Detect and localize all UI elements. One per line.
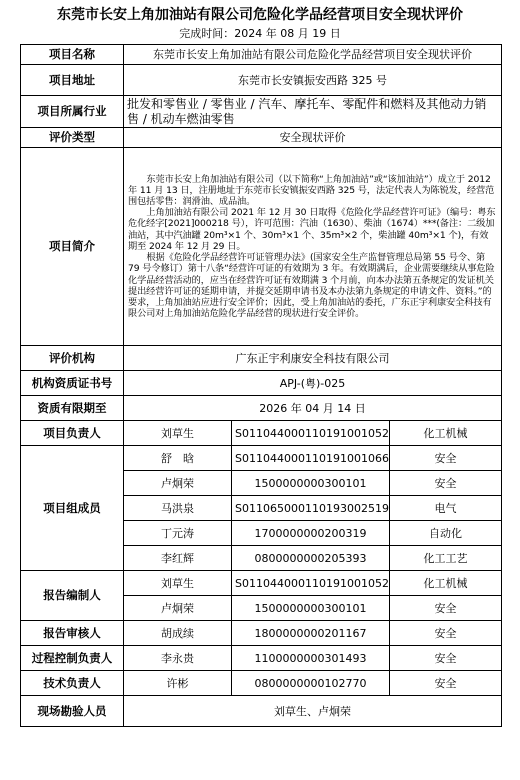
member-field: 化工工艺 <box>390 546 502 571</box>
eval-type-value: 安全现状评价 <box>124 128 502 148</box>
member-field: 安全 <box>390 471 502 496</box>
document-title: 东莞市长安上角加油站有限公司危险化学品经营项目安全现状评价 <box>57 7 463 23</box>
cert-no-label: 机构资质证书号 <box>21 371 124 396</box>
completion-date: 完成时间：2024 年 08 月 19 日 <box>179 27 341 40</box>
eval-org-label: 评价机构 <box>21 346 124 371</box>
intro-label: 项目简介 <box>21 148 124 346</box>
cert-no-value: APJ-(粤)-025 <box>124 371 502 396</box>
row-member-1 <box>21 446 502 471</box>
member-cert: S011044000110191001066 <box>232 446 390 471</box>
summary-table <box>20 44 502 727</box>
site-survey-label: 现场勘验人员 <box>21 696 124 727</box>
leader-field: 化工机械 <box>390 421 502 446</box>
members-label: 项目组成员 <box>21 446 124 571</box>
member-field: 安全 <box>390 446 502 471</box>
intro-paragraph-3: 根据《危险化学品经营许可证管理办法》(国家安全生产监督管理总局第 55 号令、第 79 号令修订）第十八条“经营许可证的有效期为 3 年。有效期满后，企业需要继续从事危险化学品经营活动的，应当在经营许可证有效期满 3 个月前，向本办法第五条规定的发证机关提出经营许可证的延期申请，并提交延期申请书及本办法第九条规定的申请文件、资料。”的要求，上角加油站应进行安全评价；因此，受上角加油站的委托，广东正宇利康安全科技有限公司对上角加油站危险化学品经营的现状进行安全评价。 <box>128 252 495 320</box>
tech-lead-cert: 0800000000102770 <box>232 671 390 696</box>
member-name: 舒 晗 <box>124 446 232 471</box>
row-tech-lead <box>21 671 502 696</box>
intro-text <box>124 148 502 346</box>
row-industry <box>21 96 502 128</box>
row-process-control <box>21 646 502 671</box>
member-name: 马洪泉 <box>124 496 232 521</box>
row-eval-org <box>21 346 502 371</box>
project-name-label: 项目名称 <box>21 45 124 65</box>
author-name: 卢炯荣 <box>124 596 232 621</box>
eval-type-label: 评价类型 <box>21 128 124 148</box>
author-field: 化工机械 <box>390 571 502 596</box>
row-reviewer <box>21 621 502 646</box>
member-field: 自动化 <box>390 521 502 546</box>
project-address-value: 东莞市长安镇振安西路 325 号 <box>124 65 502 96</box>
project-address-label: 项目地址 <box>21 65 124 96</box>
process-control-field: 安全 <box>390 646 502 671</box>
author-field: 安全 <box>390 596 502 621</box>
reviewer-field: 安全 <box>390 621 502 646</box>
report-authors-label: 报告编制人 <box>21 571 124 621</box>
project-name-value: 东莞市长安上角加油站有限公司危险化学品经营项目安全现状评价 <box>124 45 502 65</box>
tech-lead-label: 技术负责人 <box>21 671 124 696</box>
member-name: 李红辉 <box>124 546 232 571</box>
row-author-1 <box>21 571 502 596</box>
tech-lead-field: 安全 <box>390 671 502 696</box>
leader-cert: S011044000110191001052 <box>232 421 390 446</box>
industry-value: 批发和零售业 / 零售业 / 汽车、摩托车、零配件和燃料及其他动力销售 / 机动车燃油零售 <box>124 96 502 128</box>
row-project-name <box>21 45 502 65</box>
row-site-survey <box>21 696 502 727</box>
intro-paragraph-2: 上角加油站有限公司 2021 年 12 月 30 日取得《危险化学品经营许可证》（编号：粤东危化经字[2021]000218 号），许可范围：汽油（1630）、柴油（1674）***(备注：二级加油站，其中汽油罐 20m³×1 个、30m³×1 个、35m³×2 个，柴油罐 40m³×1 个)，有效期至 2024 年 12 月 29 日。 <box>128 207 496 252</box>
member-field: 电气 <box>390 496 502 521</box>
eval-org-value: 广东正宇利康安全科技有限公司 <box>124 346 502 371</box>
reviewer-label: 报告审核人 <box>21 621 124 646</box>
leader-name: 刘草生 <box>124 421 232 446</box>
process-control-label: 过程控制负责人 <box>21 646 124 671</box>
author-cert: 1500000000300101 <box>232 596 390 621</box>
member-cert: S011065000110193002519 <box>232 496 390 521</box>
row-project-address <box>21 65 502 96</box>
row-leader <box>21 421 502 446</box>
row-cert-no <box>21 371 502 396</box>
process-control-cert: 1100000000301493 <box>232 646 390 671</box>
cert-expiry-label: 资质有限期至 <box>21 396 124 421</box>
leader-label: 项目负责人 <box>21 421 124 446</box>
row-intro <box>21 148 502 346</box>
tech-lead-name: 许彬 <box>124 671 232 696</box>
process-control-name: 李永贵 <box>124 646 232 671</box>
reviewer-name: 胡成续 <box>124 621 232 646</box>
author-cert: S011044000110191001052 <box>232 571 390 596</box>
member-name: 丁元涛 <box>124 521 232 546</box>
intro-paragraph-1: 东莞市长安上角加油站有限公司（以下简称“上角加油站”或“该加油站”）成立于 2012 年 11 月 13 日，注册地址于东莞市长安镇振安西路 325 号，法定代表人为陈锐发，经营范围包括零售：润滑油、成品油。 <box>128 173 495 208</box>
member-cert: 1700000000200319 <box>232 521 390 546</box>
row-eval-type <box>21 128 502 148</box>
member-cert: 0800000000205393 <box>232 546 390 571</box>
member-name: 卢炯荣 <box>124 471 232 496</box>
industry-label: 项目所属行业 <box>21 96 124 128</box>
site-survey-value: 刘草生、卢炯荣 <box>124 696 502 727</box>
author-name: 刘草生 <box>124 571 232 596</box>
member-cert: 1500000000300101 <box>232 471 390 496</box>
row-cert-expiry <box>21 396 502 421</box>
reviewer-cert: 1800000000201167 <box>232 621 390 646</box>
cert-expiry-value: 2026 年 04 月 14 日 <box>124 396 502 421</box>
